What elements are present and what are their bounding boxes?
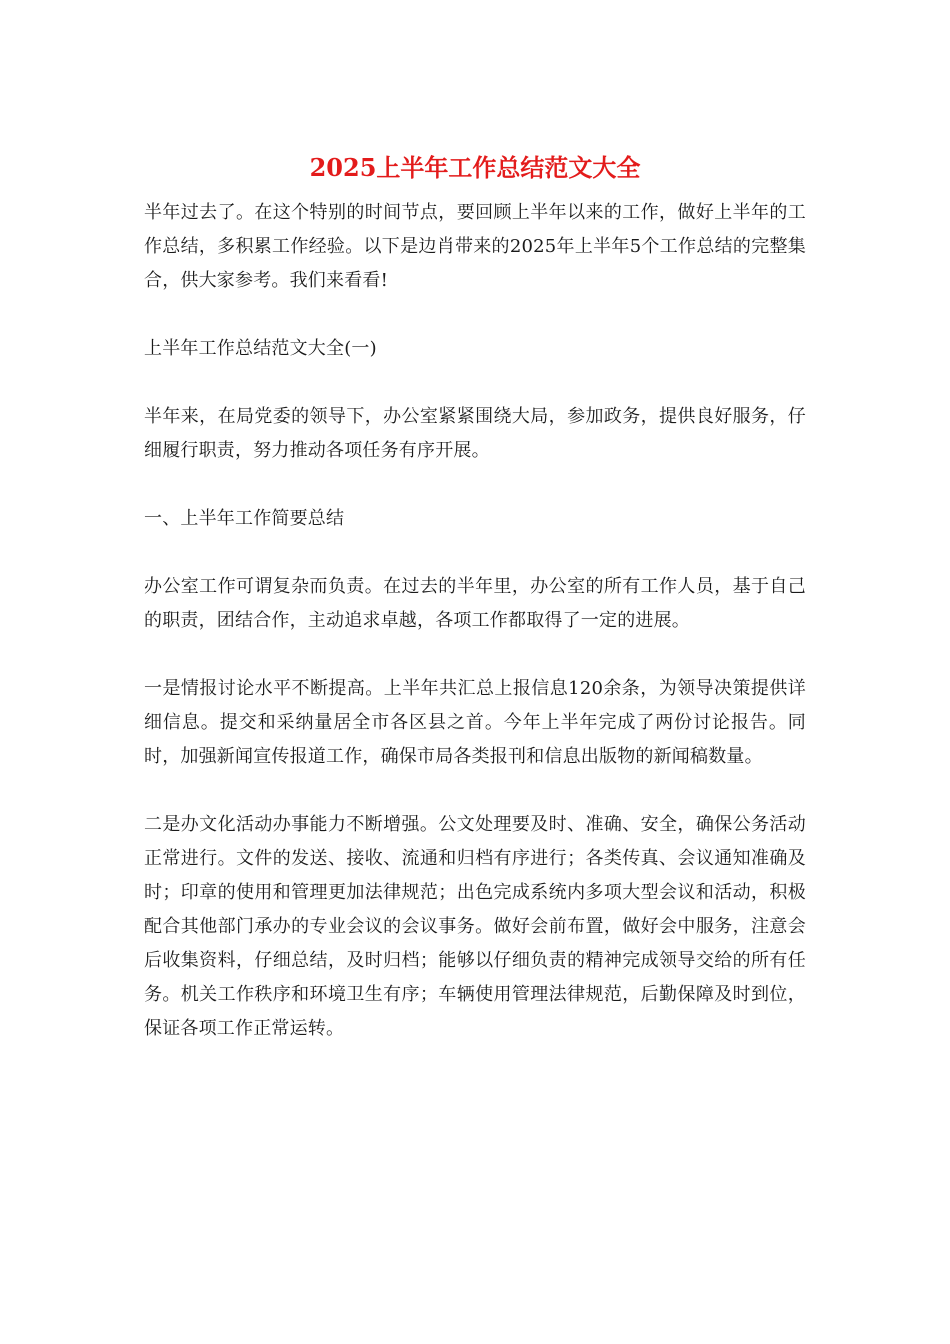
body-paragraph: 一是情报讨论水平不断提高。上半年共汇总上报信息120余条，为领导决策提供详细信息。提交和采纳量居全市各区县之首。今年上半年完成了两份讨论报告。同时，加强新闻宣传报道工作，确保市局各类报刊和信息出版物的新闻稿数量。 (144, 678, 806, 767)
body-paragraph: 半年来，在局党委的领导下，办公室紧紧围绕大局，参加政务，提供良好服务，仔细履行职责，努力推动各项任务有序开展。 (144, 406, 806, 461)
document-body (144, 196, 806, 1046)
intro-paragraph: 半年过去了。在这个特别的时间节点，要回顾上半年以来的工作，做好上半年的工作总结，多积累工作经验。以下是边肖带来的2025年上半年5个工作总结的完整集合，供大家参考。我们来看看! (144, 202, 806, 291)
section-heading-sample-one: 上半年工作总结范文大全(一) (144, 338, 377, 359)
body-paragraph: 二是办文化活动办事能力不断增强。公文处理要及时、准确、安全，确保公务活动正常进行。文件的发送、接收、流通和归档有序进行；各类传真、会议通知准确及时；印章的使用和管理更加法律规范；出色完成系统内多项大型会议和活动，积极配合其他部门承办的专业会议的会议事务。做好会前布置，做好会中服务，注意会后收集资料，仔细总结，及时归档；能够以仔细负责的精神完成领导交给的所有任务。机关工作秩序和环境卫生有序；车辆使用管理法律规范，后勤保障及时到位，保证各项工作正常运转。 (144, 814, 806, 1039)
document-title: 2025上半年工作总结范文大全 (309, 153, 641, 182)
section-heading-summary: 一、上半年工作简要总结 (144, 508, 345, 529)
body-paragraph: 办公室工作可谓复杂而负责。在过去的半年里，办公室的所有工作人员，基于自己的职责，团结合作，主动追求卓越，各项工作都取得了一定的进展。 (144, 576, 806, 631)
